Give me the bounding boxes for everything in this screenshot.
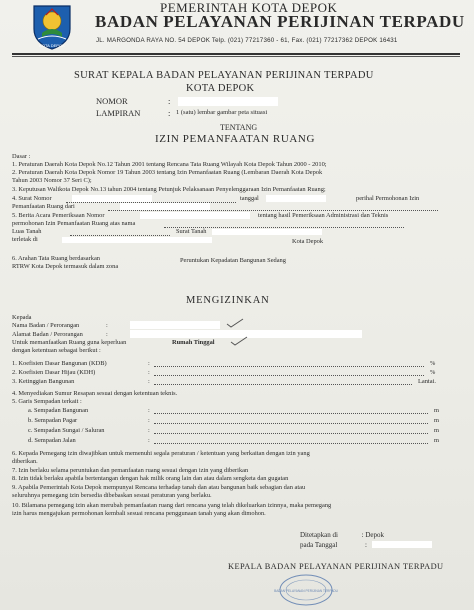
sempadan-jalan-label: d. Sempadan Jalan (28, 437, 76, 444)
dasar-item-4: 4. Surat Nomor (12, 195, 52, 202)
sempadan-bangunan-label: a. Sempadan Bangunan (28, 407, 89, 414)
luas-tanah-label: Luas Tanah (12, 228, 42, 235)
kdh-colon: : (148, 369, 150, 376)
ketentuan-label: dengan ketentuan sebagai berikut : (12, 347, 101, 354)
blank-line (154, 384, 412, 385)
issued-at (300, 531, 384, 539)
mengizinkan-heading: MENGIZINKAN (186, 295, 270, 306)
alamat-label: Alamat Badan / Perorangan (12, 331, 83, 338)
kota-depok-label: Kota Depok (292, 238, 324, 245)
zona-peruntukan: Peruntukan Kepadatan Bangunan Sedang (180, 257, 286, 264)
dasar-label: Dasar : (12, 153, 31, 160)
sempadan-sungai-unit: m (434, 427, 439, 434)
dasar-item-2-cont: Tahun 2003 Nomor 37 Seri C); (12, 177, 92, 184)
kepada-label: Kepada (12, 314, 32, 321)
dasar-item-4-perihal: perihal Permohonan Izin (356, 195, 420, 202)
blank-line (154, 443, 428, 444)
header-address: JL. MARGONDA RAYA NO. 54 DEPOK Telp. (021) 77217360 - 61, Fax. (021) 77217362 DEPOK 16431 (96, 37, 398, 44)
redacted-tanggal (266, 195, 326, 202)
issued-date-colon: : (365, 541, 367, 549)
redacted-pemohon (120, 203, 210, 210)
letter-subject: IZIN PEMANFAATAN RUANG (155, 133, 316, 145)
keperluan-value: Rumah Tinggal (172, 339, 215, 346)
dasar-item-4-tanggal: tanggal (240, 195, 259, 202)
surat-tanah-label: Surat Tanah (176, 228, 207, 235)
sempadan-pagar-colon: : (148, 417, 150, 424)
checkmark-icon (230, 336, 248, 346)
logo-text: KOTA DEPOK (39, 43, 65, 48)
letter-city: KOTA DEPOK (186, 83, 255, 94)
blank-line (154, 366, 424, 367)
sempadan-jalan-unit: m (434, 437, 439, 444)
rule-6-cont: diberikan. (12, 458, 38, 465)
blank-line (154, 375, 424, 376)
letter-title: SURAT KEPALA BADAN PELAYANAN PERIJINAN TERPADU (74, 70, 374, 81)
redacted-lokasi (62, 237, 212, 243)
dasar-item-6: 6. Arahan Tata Ruang berdasarkan (12, 255, 100, 262)
blank-line (70, 235, 170, 236)
nomor-colon: : (168, 96, 171, 106)
blank-line (108, 210, 438, 211)
nama-label: Nama Badan / Perorangan (12, 322, 80, 329)
rule-10-cont: izin harus mengajukan permohonan kembali sesuai rencana penggunaan tanah yang akan dimohon. (12, 510, 266, 517)
rule-7: 7. Izin berlaku selama peruntukan dan pemanfaatan ruang sesuai dengan izin yang diberikan (12, 467, 249, 474)
header-rule-thick (12, 53, 460, 55)
lampiran-value: 1 (satu) lembar gambar peta situasi (176, 109, 268, 116)
header-government: PEMERINTAH KOTA DEPOK (160, 0, 338, 15)
redacted-date (372, 541, 432, 548)
keperluan-label: Untuk memanfaatkan Ruang guna keperluan (12, 339, 127, 346)
rule-6: 6. Kepada Pemegang izin diwajibkan untuk memenuhi segala peraturan / ketentuan yang berkaitan dengan izin yang (12, 450, 310, 457)
tentang-label: TENTANG (220, 123, 258, 132)
kdh-unit: % (430, 369, 436, 376)
dasar-item-5: 5. Berita Acara Pemeriksaan Nomor (12, 212, 105, 219)
redacted-ba-nomor (140, 212, 250, 219)
redacted-surat-tanah (212, 229, 322, 235)
blank-line (154, 413, 428, 414)
rule-10: 10. Bilamana pemegang izin akan merubah pemanfaatan ruang dari rencana yang telah dikeluarkan izinnya, maka pemegang (12, 502, 332, 509)
dasar-item-3: 3. Keputusan Walikota Depok No.13 tahun 2004 tentang Petunjuk Pelaksanaan Penyelenggaraan Izin Pemanfaatan Ruang; (12, 186, 326, 193)
issued-date (300, 541, 367, 549)
nomor-label: NOMOR (96, 96, 128, 106)
header-rule-thin (12, 56, 460, 57)
sempadan-pagar-unit: m (434, 417, 439, 424)
stamp-text: BADAN PELAYANAN PERIJINAN TERPADU (274, 589, 338, 593)
blank-line (154, 423, 428, 424)
kdb-colon: : (148, 360, 150, 367)
issued-date-label: pada Tanggal (300, 541, 338, 549)
lampiran-label: LAMPIRAN (96, 108, 141, 118)
redacted-nomor (178, 97, 278, 106)
redacted-surat-nomor (72, 195, 152, 202)
sumur-resapan: 4. Menyediakan Sumur Resapan sesuai dengan ketentuan teknis. (12, 390, 178, 397)
kdh-label: 2. Koefisien Dasar Hijau (KDH) (12, 369, 96, 376)
sempadan-bangunan-unit: m (434, 407, 439, 414)
rule-9: 9. Apabila Pemerintah Kota Depok mempunyai Rencana terhadap tanah dan atau bangunan baik sebagian dan atau (12, 484, 306, 491)
dasar-item-1: 1. Peraturan Daerah Kota Depok No.12 Tahun 2001 tentang Rencana Tata Ruang Wilayah Kota Depok Tahun 2000 - 2010; (12, 161, 327, 168)
rule-9-cont: seluruhnya pemegang izin bersedia dibebaskan sesuai peraturan yang berlaku. (12, 492, 212, 499)
dasar-item-5-cont: permohonan Izin Pemanfaatan Ruang atas nama (12, 220, 136, 227)
terletak-label: terletak di (12, 236, 38, 243)
sempadan-sungai-label: c. Sempadan Sungai / Saluran (28, 427, 105, 434)
checkmark-icon (226, 318, 244, 328)
sempadan-pagar-label: b. Sempadan Pagar (28, 417, 78, 424)
signatory-title: KEPALA BADAN PELAYANAN PERIJINAN TERPADU (228, 562, 444, 571)
sempadan-bangunan-colon: : (148, 407, 150, 414)
alamat-colon: : (106, 331, 108, 338)
official-stamp (274, 573, 338, 607)
redacted-nama (130, 321, 220, 329)
garis-sempadan-label: 5. Garis Sempadan terkait : (12, 398, 82, 405)
dasar-item-4-cont: Pemanfaatan Ruang dari (12, 203, 75, 210)
issued-at-label: Ditetapkan di (300, 531, 338, 539)
sempadan-sungai-colon: : (148, 427, 150, 434)
ketinggian-label: 3. Ketinggian Bangunan (12, 378, 75, 385)
kdb-label: 1. Koefisien Dasar Bangunan (KDB) (12, 360, 107, 367)
issued-at-value: : Depok (361, 531, 385, 539)
ketinggian-colon: : (148, 378, 150, 385)
depok-city-logo (30, 3, 74, 51)
rule-8: 8. Izin tidak berlaku apabila bertentangan dengan hak milik orang lain dan atau dalam sengketa dan gugatan (12, 475, 289, 482)
header-agency: BADAN PELAYANAN PERIJINAN TERPADU (95, 12, 465, 31)
dasar-item-2: 2. Peraturan Daerah Kota Depok Nomor 19 Tahun 2003 tentang Izin Pemanfaatan Ruang (Lembaran Daerah Kota Depok (12, 169, 323, 176)
blank-line (154, 433, 428, 434)
nama-colon: : (106, 322, 108, 329)
sempadan-jalan-colon: : (148, 437, 150, 444)
ketinggian-unit: Lantai. (418, 378, 436, 385)
lampiran-colon: : (168, 108, 171, 118)
kdb-unit: % (430, 360, 436, 367)
dasar-item-5-tentang: tentang hasil Pemeriksaan Administrasi dan Teknis (258, 212, 389, 219)
dasar-item-6-cont: RTRW Kota Depok termasuk dalam zona (12, 263, 119, 270)
